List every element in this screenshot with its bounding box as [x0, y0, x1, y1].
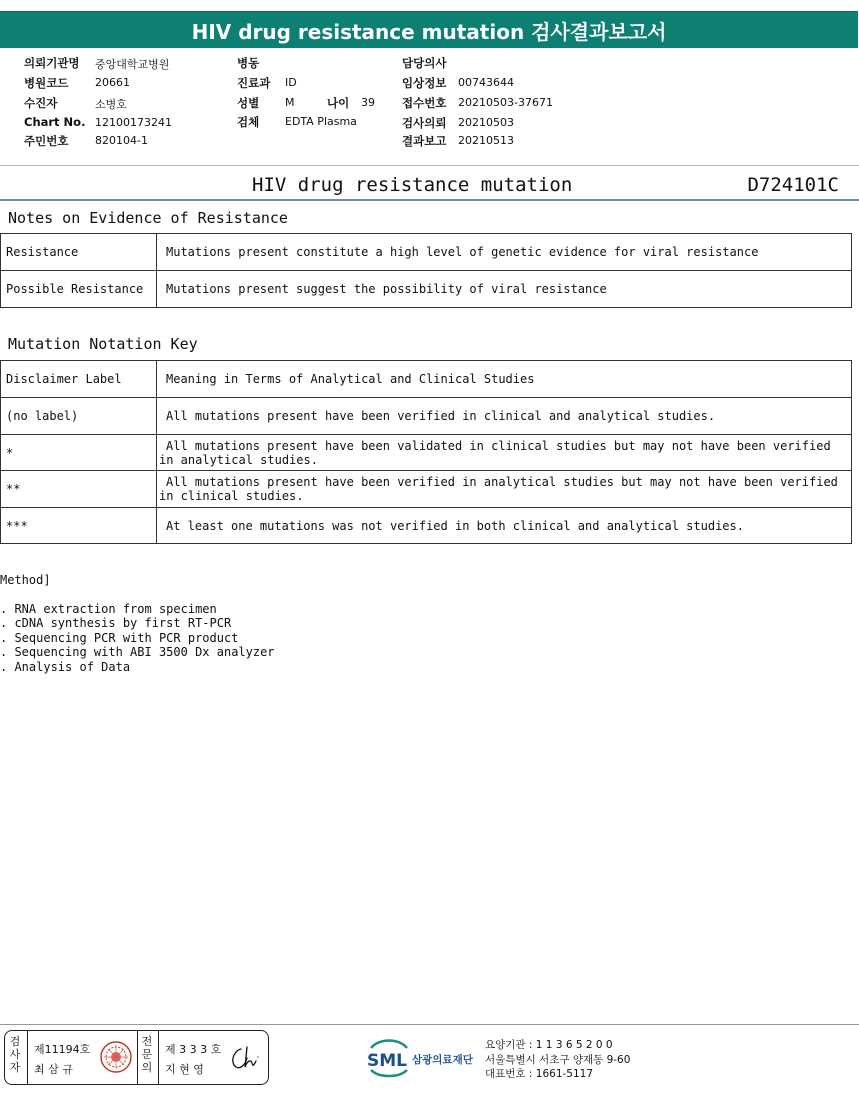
method-step: . Sequencing PCR with PCR product	[0, 630, 239, 645]
inspector-license: 제11194호	[34, 1043, 91, 1056]
notation-header-key: Disclaimer Label	[1, 361, 157, 398]
method-step: . RNA extraction from specimen	[0, 602, 217, 616]
info-label-clinical-info: 임상정보	[402, 76, 447, 90]
info-value-hospital-code: 20661	[95, 76, 130, 89]
sml-logo-icon	[365, 1036, 413, 1080]
info-value-clinical-info: 00743644	[458, 76, 514, 89]
notation-key: *	[1, 435, 157, 471]
divider	[137, 1031, 138, 1084]
info-label-ward: 병동	[237, 56, 260, 70]
org-line: 대표번호 : 1661-5117	[485, 1068, 594, 1080]
divider	[27, 1031, 28, 1084]
inspector-name: 최 삼 규	[34, 1063, 73, 1076]
table-row	[1, 508, 852, 544]
inspector-label: 검 사 자	[9, 1035, 21, 1074]
info-label-physician: 담당의사	[402, 56, 447, 70]
patient-info	[0, 48, 859, 166]
info-value-institution: 중앙대학교병원	[95, 58, 170, 71]
info-value-request-date: 20210503	[458, 116, 514, 129]
org-line: 요양기관 : 1 1 3 6 5 2 0 0	[485, 1039, 613, 1051]
report-title: HIV drug resistance mutation	[252, 174, 573, 196]
report-banner: HIV drug resistance mutation 검사결과보고서	[0, 11, 858, 48]
info-label-patient: 수진자	[24, 96, 58, 110]
svg-text:SML: SML	[367, 1051, 407, 1071]
notation-key: (no label)	[1, 398, 157, 435]
org-line: 서울특별시 서초구 양재동 9-60	[485, 1053, 631, 1066]
info-value-department: ID	[285, 76, 297, 89]
specialist-label: 전 문 의	[141, 1035, 153, 1074]
org-name: 삼광의료재단	[412, 1054, 473, 1066]
method-step: . Sequencing with ABI 3500 Dx analyzer	[0, 645, 275, 660]
info-value-specimen: EDTA Plasma	[285, 115, 357, 128]
info-value-sex: M	[285, 96, 295, 109]
notation-key: **	[1, 471, 157, 508]
footer-divider	[0, 1024, 859, 1025]
info-label-sex: 성별	[237, 96, 260, 110]
notation-value: At least one mutations was not verified in both clinical and analytical studies.	[157, 508, 852, 544]
table-row	[1, 398, 852, 435]
info-value-report-date: 20210513	[458, 134, 514, 147]
notation-value	[157, 435, 852, 471]
org-details	[485, 1038, 630, 1082]
info-value-chart-no: 12100173241	[95, 116, 172, 129]
table-row	[1, 271, 852, 308]
table-row	[1, 435, 852, 471]
evidence-table	[0, 233, 852, 308]
specialist-name: 지 현 영	[165, 1063, 204, 1076]
specialist-license: 제 3 3 3 호	[165, 1043, 222, 1056]
notation-value	[157, 471, 852, 508]
seal-stamp-icon	[100, 1041, 132, 1073]
method-step: . cDNA synthesis by first RT-PCR	[0, 616, 232, 631]
evidence-value: Mutations present suggest the possibility of viral resistance	[157, 271, 852, 308]
info-label-report-date: 결과보고	[402, 134, 447, 148]
notation-value: All mutations present have been verified in clinical and analytical studies.	[157, 398, 852, 435]
info-label-age: 나이	[327, 96, 350, 110]
notation-key: ***	[1, 508, 157, 544]
info-value-resident-no: 820104-1	[95, 134, 148, 147]
info-value-age: 39	[361, 96, 375, 109]
info-label-resident-no: 주민번호	[24, 134, 69, 148]
evidence-key: Resistance	[1, 234, 157, 271]
divider	[158, 1031, 159, 1084]
notation-header-value: Meaning in Terms of Analytical and Clinical Studies	[157, 361, 852, 398]
table-row	[1, 471, 852, 508]
report-code: D724101C	[747, 174, 839, 196]
evidence-heading: Notes on Evidence of Resistance	[8, 209, 288, 227]
signature-box	[4, 1030, 269, 1085]
table-header-row	[1, 361, 852, 398]
evidence-key: Possible Resistance	[1, 271, 157, 308]
notation-heading: Mutation Notation Key	[8, 335, 198, 353]
notation-table	[0, 360, 852, 544]
info-label-institution: 의뢰기관명	[24, 56, 80, 70]
notation-line-1: All mutations present have been validated in clinical studies but may not have been verified	[166, 438, 831, 453]
notation-line-2: in analytical studies.	[159, 452, 318, 467]
evidence-value: Mutations present constitute a high level of genetic evidence for viral resistance	[157, 234, 852, 271]
info-value-receipt-no: 20210503-37671	[458, 96, 553, 109]
notation-line-1: All mutations present have been verified in analytical studies but may not have been verified	[166, 475, 838, 489]
info-label-department: 진료과	[237, 76, 271, 90]
report-title-bar	[0, 171, 859, 201]
method-heading: Method]	[0, 573, 51, 587]
info-label-request-date: 검사의뢰	[402, 116, 447, 130]
info-label-chart-no: Chart No.	[24, 115, 86, 129]
method-step: . Analysis of Data	[0, 659, 131, 674]
notation-line-2: in clinical studies.	[159, 489, 304, 503]
info-value-patient: 소병호	[95, 98, 127, 111]
signature-icon	[227, 1043, 265, 1073]
info-label-specimen: 검체	[237, 115, 260, 129]
info-label-hospital-code: 병원코드	[24, 76, 69, 90]
method-steps	[0, 602, 275, 674]
table-row	[1, 234, 852, 271]
info-label-receipt-no: 접수번호	[402, 96, 447, 110]
